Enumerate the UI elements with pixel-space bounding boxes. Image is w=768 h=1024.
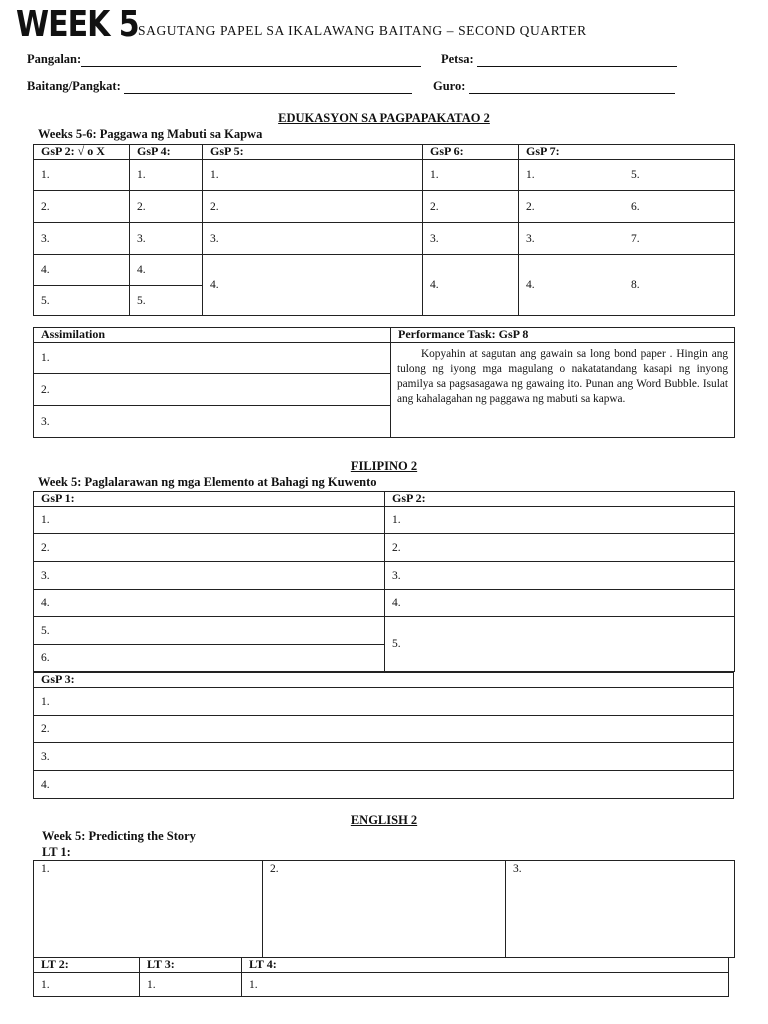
filipino-section-title: FILIPINO 2 [350,459,418,473]
answer-cell[interactable] [519,160,735,191]
item-number: 8. [631,279,640,291]
answer-cell[interactable]: 4. [423,255,519,316]
answer-cell[interactable]: 1. [242,973,729,997]
answer-cell[interactable]: 4. [34,255,130,286]
answer-cell[interactable]: 2. [203,191,423,223]
answer-cell[interactable]: 1. [203,160,423,191]
answer-cell[interactable]: 5. [34,286,130,316]
answer-cell[interactable]: 2. [385,534,735,562]
answer-cell[interactable]: 4. [130,255,203,286]
english-subtitle: Week 5: Predicting the Story [42,829,196,843]
english-lt-table [33,957,729,997]
esp-header-gsp5: GsP 5: [203,145,423,160]
pangalan-blank[interactable] [81,56,421,67]
esp-header-gsp2: GsP 2: √ o X [34,145,130,160]
answer-cell[interactable]: 2. [34,716,734,743]
esp-header-gsp7: GsP 7: [519,145,735,160]
answer-cell[interactable] [519,255,735,316]
item-number: 2. [526,200,535,213]
answer-cell[interactable]: 4. [34,771,734,799]
esp-header-gsp4: GsP 4: [130,145,203,160]
answer-cell[interactable]: 4. [34,590,385,617]
answer-cell[interactable]: 2. [34,534,385,562]
answer-cell[interactable]: 2. [423,191,519,223]
answer-box[interactable]: 3. [506,861,735,958]
performance-task-header: Performance Task: GsP 8 [391,328,735,343]
answer-cell[interactable]: 1. [423,160,519,191]
answer-cell[interactable]: 1. [34,507,385,534]
item-number: 1. [526,169,535,181]
esp-section-title: EDUKASYON SA PAGPAPAKATAO 2 [278,111,490,125]
english-header-lt3: LT 3: [140,958,242,973]
item-number: 5. [631,169,640,181]
answer-cell[interactable]: 2. [130,191,203,223]
answer-box[interactable]: 2. [263,861,506,958]
answer-cell[interactable]: 3. [385,562,735,590]
esp-subtitle: Weeks 5-6: Paggawa ng Mabuti sa Kapwa [38,127,263,141]
answer-cell[interactable]: 5. [34,617,385,645]
esp-header-gsp6: GsP 6: [423,145,519,160]
document-title: SAGUTANG PAPEL SA IKALAWANG BAITANG – SECOND QUARTER [138,23,587,38]
item-number: 3. [526,232,535,245]
answer-cell[interactable]: 2. [34,374,391,406]
english-header-lt4: LT 4: [242,958,729,973]
assimilation-header: Assimilation [34,328,391,343]
week-label: WEEK 5 [16,4,139,46]
assimilation-table [33,327,735,438]
answer-cell[interactable]: 3. [130,223,203,255]
pangalan-label: Pangalan: [27,52,82,66]
answer-cell[interactable]: 6. [34,645,385,672]
esp-answer-table [33,144,735,316]
item-number: 6. [631,200,640,213]
filipino-answer-table [33,491,735,672]
filipino-header-gsp1: GsP 1: [34,492,385,507]
answer-cell[interactable]: 4. [203,255,423,316]
filipino-header-gsp2: GsP 2: [385,492,735,507]
item-number: 4. [526,279,535,291]
english-lt1-table [33,860,735,958]
performance-task-instructions: Kopyahin at sagutan ang gawain sa long bond paper . Hingin ang tulong ng iyong mga magulang o nakatatandang kasapi ng inyong pamilya sa pagsasagawa ng gawaing ito. Punan ang Word Bubble. Isulat ang kahalagahan ng paggawa ng mabuti sa kapwa. [391,343,735,438]
guro-blank[interactable] [469,83,675,94]
petsa-label: Petsa: [441,52,474,66]
answer-cell[interactable]: 3. [203,223,423,255]
answer-cell[interactable]: 1. [140,973,242,997]
guro-field [433,79,675,94]
answer-cell[interactable]: 3. [34,743,734,771]
filipino-gsp3-table [33,672,734,799]
answer-cell[interactable] [519,223,735,255]
english-lt1-label: LT 1: [42,845,71,859]
answer-cell[interactable]: 5. [385,617,735,672]
answer-cell[interactable]: 3. [34,223,130,255]
baitang-field [27,79,412,94]
petsa-field [441,52,677,67]
answer-cell[interactable]: 5. [130,286,203,316]
english-header-lt2: LT 2: [34,958,140,973]
english-section-title: ENGLISH 2 [350,813,418,827]
answer-cell[interactable]: 1. [34,688,734,716]
answer-cell[interactable]: 1. [34,160,130,191]
baitang-label: Baitang/Pangkat: [27,79,121,93]
answer-cell[interactable]: 3. [34,562,385,590]
petsa-blank[interactable] [477,56,677,67]
filipino-subtitle: Week 5: Paglalarawan ng mga Elemento at Bahagi ng Kuwento [38,475,377,489]
filipino-header-gsp3: GsP 3: [34,673,734,688]
answer-cell[interactable]: 1. [34,343,391,374]
item-number: 7. [631,232,640,245]
answer-cell[interactable]: 2. [34,191,130,223]
answer-cell[interactable]: 1. [34,973,140,997]
answer-box[interactable]: 1. [34,861,263,958]
pangalan-field [27,52,421,67]
answer-cell[interactable] [519,191,735,223]
answer-cell[interactable]: 3. [423,223,519,255]
baitang-blank[interactable] [124,83,412,94]
answer-cell[interactable]: 3. [34,406,391,438]
answer-cell[interactable]: 1. [385,507,735,534]
answer-cell[interactable]: 4. [385,590,735,617]
guro-label: Guro: [433,79,466,93]
answer-cell[interactable]: 1. [130,160,203,191]
